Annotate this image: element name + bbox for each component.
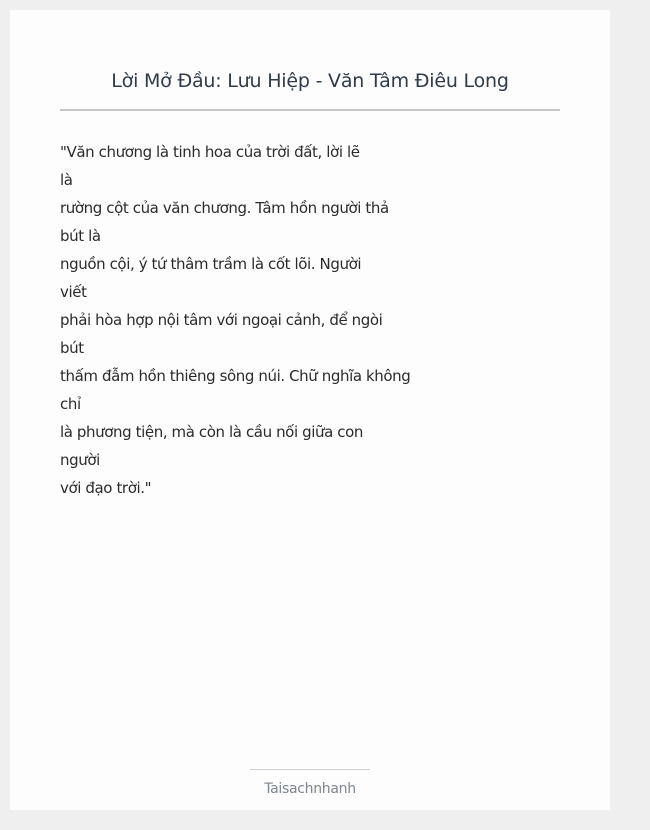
text-line: nguồn cội, ý tứ thâm trầm là cốt lõi. Người [60,255,362,273]
text-line: thấm đẫm hồn thiêng sông núi. Chữ nghĩa không [60,367,411,385]
page-title: Lời Mở Đầu: Lưu Hiệp - Văn Tâm Điêu Long [111,70,509,92]
title-divider [60,109,560,111]
text-line: rường cột của văn chương. Tâm hồn người thả [60,199,389,217]
text-line: "Văn chương là tinh hoa của trời đất, lời lẽ [60,143,360,161]
text-line: viết [60,283,87,301]
text-line: bút [60,339,84,357]
quote-body [60,138,410,502]
footer-divider [250,769,370,770]
text-line: phải hòa hợp nội tâm với ngoại cảnh, để ngòi [60,311,383,329]
footer-text: Taisachnhanh [264,781,356,797]
text-line: người [60,451,100,469]
text-line: với đạo trời." [60,479,152,497]
document-page [10,10,610,810]
text-line: là phương tiện, mà còn là cầu nối giữa con [60,423,363,441]
text-line: là [60,171,73,189]
text-line: chỉ [60,395,81,413]
text-line: bút là [60,227,101,245]
